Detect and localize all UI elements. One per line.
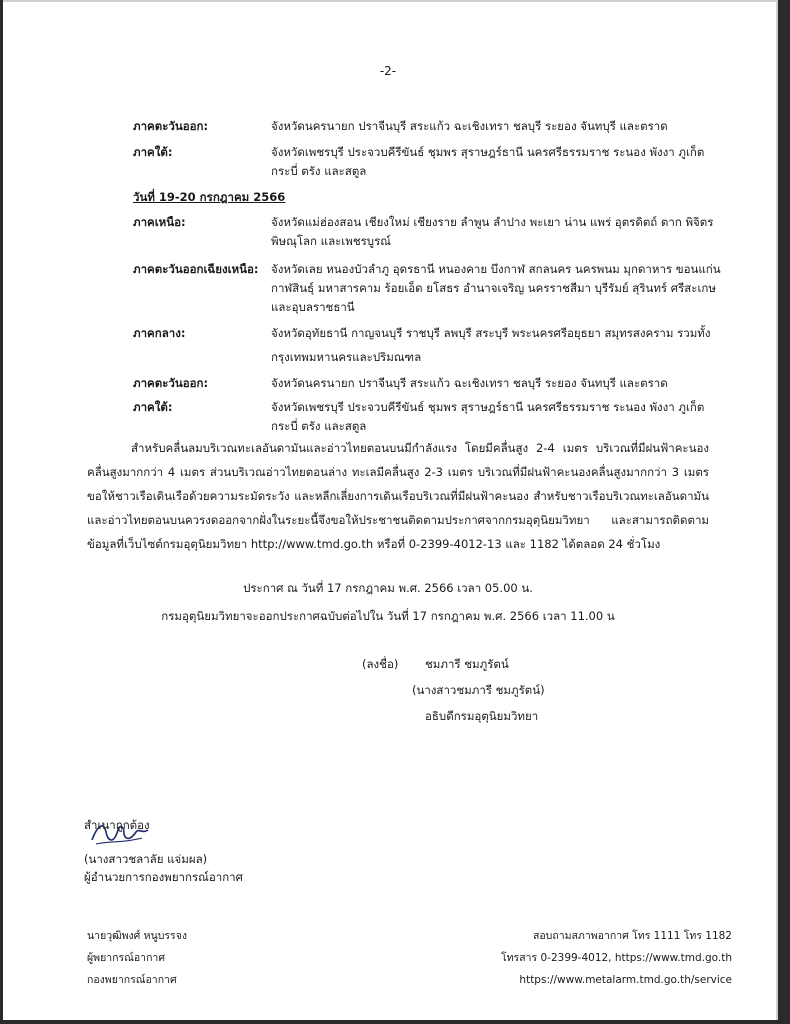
next-announcement: กรมอุตุนิยมวิทยาจะออกประกาศฉบับต่อไปใน วันที่ 17 กรกฎาคม พ.ศ. 2566 เวลา 11.00 น xyxy=(161,609,615,623)
region-provinces: จังหวัดนครนายก ปราจีนบุรี สระแก้ว ฉะเชิงเทรา ชลบุรี ระยอง จันทบุรี และตราด xyxy=(271,119,668,133)
date-heading: วันที่ 19-20 กรกฎาคม 2566 xyxy=(133,190,286,204)
region-central xyxy=(133,321,728,369)
contact-fax-website: โทรสาร 0-2399-4012, https://www.tmd.go.th xyxy=(501,952,732,964)
certifier-name: (นางสาวชลาลัย แจ่มผล) xyxy=(84,852,208,866)
region-label: ภาคเหนือ: xyxy=(133,215,186,229)
region-provinces: จังหวัดอุทัยธานี กาญจนบุรี ราชบุรี ลพบุรี สระบุรี พระนครศรีอยุธยา สมุทรสงคราม รวมทั้งกรุงเทพมหานครและปริมณฑล xyxy=(271,326,711,364)
paragraph-text: สำหรับคลื่นลมบริเวณทะเลอันดามันและอ่าวไทยตอนบนมีกำลังแรง โดยมีคลื่นสูง 2-4 เมตร บริเวณที่มีฝนฟ้าคะนองคลื่นสูงมากกว่า 4 เมตร ส่วนบริเวณอ่าวไทยตอนล่าง ทะเลมีคลื่นสูง 2-3 เมตร บริเวณที่มีฝนฟ้าคะนองคลื่นสูงมากกว่า 3 เมตรขอให้ชาวเรือเดินเรือด้วยความระมัดระวัง และหลีกเลี่ยงการเดินเรือบริเวณที่มีฝนฟ้าคะนอง สำหรับชาวเรือบริเวณทะเลอันดามันและอ่าวไทยตอนบนควรงดออกจากฝั่งในระยะนี้จึงขอให้ประชาชนติดตามประกาศจากกรมอุตุนิยมวิทยา และสามารถติดตามข้อมูลที่เว็บไซต์กรมอุตุนิยมวิทยา http://www.tmd.go.th หรือที่ 0-2399-4012-13 และ 1182 ได้ตลอด 24 ชั่วโมง xyxy=(87,441,709,551)
certified-copy-label: สำเนาถูกต้อง xyxy=(84,818,150,832)
region-northeast xyxy=(133,260,728,317)
page-border-top xyxy=(0,0,790,2)
contact-service-url[interactable]: https://www.metalarm.tmd.go.th/service xyxy=(519,974,732,986)
announcement-time: ประกาศ ณ วันที่ 17 กรกฎาคม พ.ศ. 2566 เวลา 05.00 น. xyxy=(243,581,533,595)
page-border-left xyxy=(0,0,3,1024)
forecaster-role: ผู้พยากรณ์อากาศ xyxy=(87,952,165,964)
page-border-bottom xyxy=(0,1020,790,1024)
region-north xyxy=(133,213,728,251)
region-south-1 xyxy=(133,143,728,181)
region-east-2 xyxy=(133,374,728,393)
signer-full-name: (นางสาวชมภารี ชมภูรัตน์) xyxy=(412,683,545,697)
region-label: ภาคกลาง: xyxy=(133,326,186,340)
region-provinces: จังหวัดเพชรบุรี ประจวบคีรีขันธ์ ชุมพร สุราษฎร์ธานี นครศรีธรรมราช ระนอง พังงา ภูเก็ต กระบี่ ตรัง และสตูล xyxy=(271,400,705,433)
page-border-right xyxy=(778,0,790,1024)
region-east-1 xyxy=(133,117,728,136)
region-label: ภาคใต้: xyxy=(133,145,173,159)
region-provinces: จังหวัดนครนายก ปราจีนบุรี สระแก้ว ฉะเชิงเทรา ชลบุรี ระยอง จันทบุรี และตราด xyxy=(271,376,668,390)
forecaster-division: กองพยากรณ์อากาศ xyxy=(87,974,177,986)
marine-warning-paragraph xyxy=(87,436,709,556)
region-provinces: จังหวัดเลย หนองบัวลำภู อุดรธานี หนองคาย บึงกาฬ สกลนคร นครพนม มุกดาหาร ขอนแก่น กาฬสินธุ์ มหาสารคาม ร้อยเอ็ด ยโสธร อำนาจเจริญ นครราชสีมา บุรีรัมย์ สุรินทร์ ศรีสะเกษ และอุบลราชธานี xyxy=(271,262,721,314)
signed-name: ชมภารี ชมภูรัตน์ xyxy=(425,657,509,671)
forecaster-name: นายวุฒิพงศ์ หนูบรรจง xyxy=(87,930,187,942)
region-south-2 xyxy=(133,398,728,436)
region-provinces: จังหวัดแม่ฮ่องสอน เชียงใหม่ เชียงราย ลำพูน ลำปาง พะเยา น่าน แพร่ อุตรดิตถ์ ตาก พิจิตร พิษณุโลก และเพชรบูรณ์ xyxy=(271,215,714,248)
region-label: ภาคใต้: xyxy=(133,400,173,414)
region-label: ภาคตะวันออก: xyxy=(133,376,209,390)
region-label: ภาคตะวันออก: xyxy=(133,119,209,133)
signed-prefix: (ลงชื่อ) xyxy=(362,657,399,671)
page-number: -2- xyxy=(379,64,397,78)
region-provinces: จังหวัดเพชรบุรี ประจวบคีรีขันธ์ ชุมพร สุราษฎร์ธานี นครศรีธรรมราช ระนอง พังงา ภูเก็ต กระบี่ ตรัง และสตูล xyxy=(271,145,705,178)
signer-title: อธิบดีกรมอุตุนิยมวิทยา xyxy=(425,709,539,723)
contact-phone: สอบถามสภาพอากาศ โทร 1111 โทร 1182 xyxy=(532,930,732,942)
certifier-title: ผู้อำนวยการกองพยากรณ์อากาศ xyxy=(84,870,243,884)
region-label: ภาคตะวันออกเฉียงเหนือ: xyxy=(133,262,259,276)
